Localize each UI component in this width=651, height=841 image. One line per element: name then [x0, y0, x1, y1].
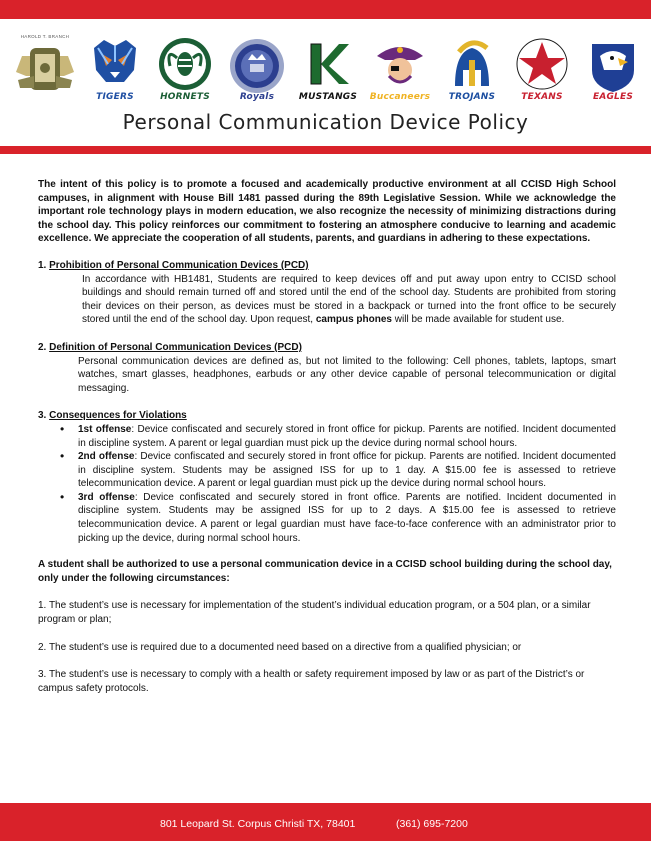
authorization-statement: A student shall be authorized to use a personal communication device in a CCISD school building during the school day, only under the following circumstances: — [38, 559, 612, 584]
tigers-logo — [84, 36, 146, 104]
mustangs-logo — [297, 36, 359, 104]
offense-label: 3rd offense — [78, 491, 135, 503]
section-title: Consequences for Violations — [49, 410, 187, 422]
school-logos-row — [14, 36, 639, 108]
section-number: 1. — [38, 259, 50, 271]
circumstance-item: 1. The student’s use is necessary for implementation of the student’s individual education program, or a 504 plan, or a similar program or plan; — [38, 600, 591, 626]
circumstance-item: 3. The student’s use is necessary to comply with a health or safety requirement imposed by law or as part of the District’s or campus safety protocols. — [38, 669, 585, 694]
harold-t-branch-logo — [14, 36, 76, 104]
section-body-prohibition — [38, 273, 616, 327]
eagles-logo — [582, 36, 644, 104]
offense-list — [38, 423, 616, 545]
title-red-bar — [0, 146, 651, 154]
section-heading-prohibition — [38, 259, 616, 273]
top-red-bar — [0, 0, 651, 19]
offense-item — [78, 450, 616, 491]
offense-item — [78, 423, 616, 450]
offense-text: : Device confiscated and securely stored in front office for pickup. Parents are notified. Incident documented in discipline system. A parent or legal guardian must pick up the device during normal school hours. — [78, 423, 616, 449]
section-heading-definition — [38, 341, 616, 355]
logo-label: TEXANS — [521, 92, 563, 102]
buccaneers-logo — [369, 36, 431, 104]
section-heading-consequences — [38, 409, 616, 423]
royals-logo — [226, 36, 288, 104]
offense-label: 1st offense — [78, 423, 132, 435]
footer-phone: (361) 695-7200 — [396, 818, 468, 830]
offense-text: : Device confiscated and securely stored in front office. Parents are notified. Incident documented in discipline system. Students may be assigned ISS for up to 2 days. A $15.00 fee is assessed to retrieve telecommunication device. A parent or legal guardian must have face-to-face conference with an administrator prior to picking up the device, during normal school hours. — [78, 491, 617, 544]
logo-label: TROJANS — [448, 92, 496, 102]
circumstance-item: 2. The student’s use is required due to a documented need based on a directive from a qualified physician; or — [38, 641, 522, 653]
trojans-logo — [441, 36, 503, 104]
section-number: 3. — [38, 410, 50, 422]
section-number: 2. — [38, 341, 50, 353]
logo-label: Royals — [239, 92, 275, 102]
logo-label: MUSTANGS — [298, 92, 358, 102]
logo-label: TIGERS — [96, 92, 134, 102]
offense-item — [78, 491, 616, 545]
intro-paragraph: The intent of this policy is to promote a focused and academically productive environment at all CCISD High School campuses, in alignment with House Bill 1481 passed during the 89th Legislative Session. While we acknowledge the important role technology plays in modern education, we also recognize the necessity of minimizing distractions during the school day. This policy reinforces our commitment to fostering an atmosphere conducive to learning and academic excellence. We appreciate the cooperation of all students, parents, and guardians in adhering to these expectations. — [38, 179, 616, 245]
offense-text: : Device confiscated and securely stored in front office for pickup. Parents are notified. Incident documented in discipline system. Students may be assigned ISS for up to 1 day. A $15.00 fee is assessed to retrieve telecommunication device. A parent or legal guardian must pick up the device during normal school hours. — [78, 451, 616, 490]
texans-logo — [511, 36, 573, 104]
logo-label: Buccaneers — [369, 92, 431, 102]
section-body-definition: Personal communication devices are defined as, but not limited to the following: Cell phones, tablets, laptops, smart watches, smart glasses, headphones, earbuds or any other device capable of personal telecommunication or digital messaging. — [78, 355, 616, 394]
shield-crest-icon — [14, 36, 76, 104]
section-title: Prohibition of Personal Communication Devices (PCD) — [49, 259, 309, 271]
offense-label: 2nd offense — [78, 451, 135, 463]
logo-label: EAGLES — [592, 92, 634, 102]
logo-label: HORNETS — [160, 92, 210, 102]
policy-body — [38, 178, 616, 709]
section-text: In accordance with HB1481, Students are required to keep devices off and put away upon entry to CCISD school buildings and should remain turned off and stored until the end of the school day. Students are prohibited from storing their devices on their person, as devices must be stored in a backpack or turned into the front office to be securely stored until the end of the school day. Upon request, — [82, 273, 616, 326]
section-bold-text: campus phones — [315, 314, 392, 326]
page-title: Personal Communication Device Policy — [122, 110, 529, 134]
logo-caption: HAROLD T. BRANCH — [20, 34, 70, 39]
section-text-tail: will be made available for student use. — [392, 314, 565, 326]
footer-address: 801 Leopard St. Corpus Christi TX, 78401 — [160, 818, 356, 830]
section-title: Definition of Personal Communication Devices (PCD) — [49, 341, 302, 353]
hornets-logo — [154, 36, 216, 104]
footer-bar — [0, 803, 651, 841]
